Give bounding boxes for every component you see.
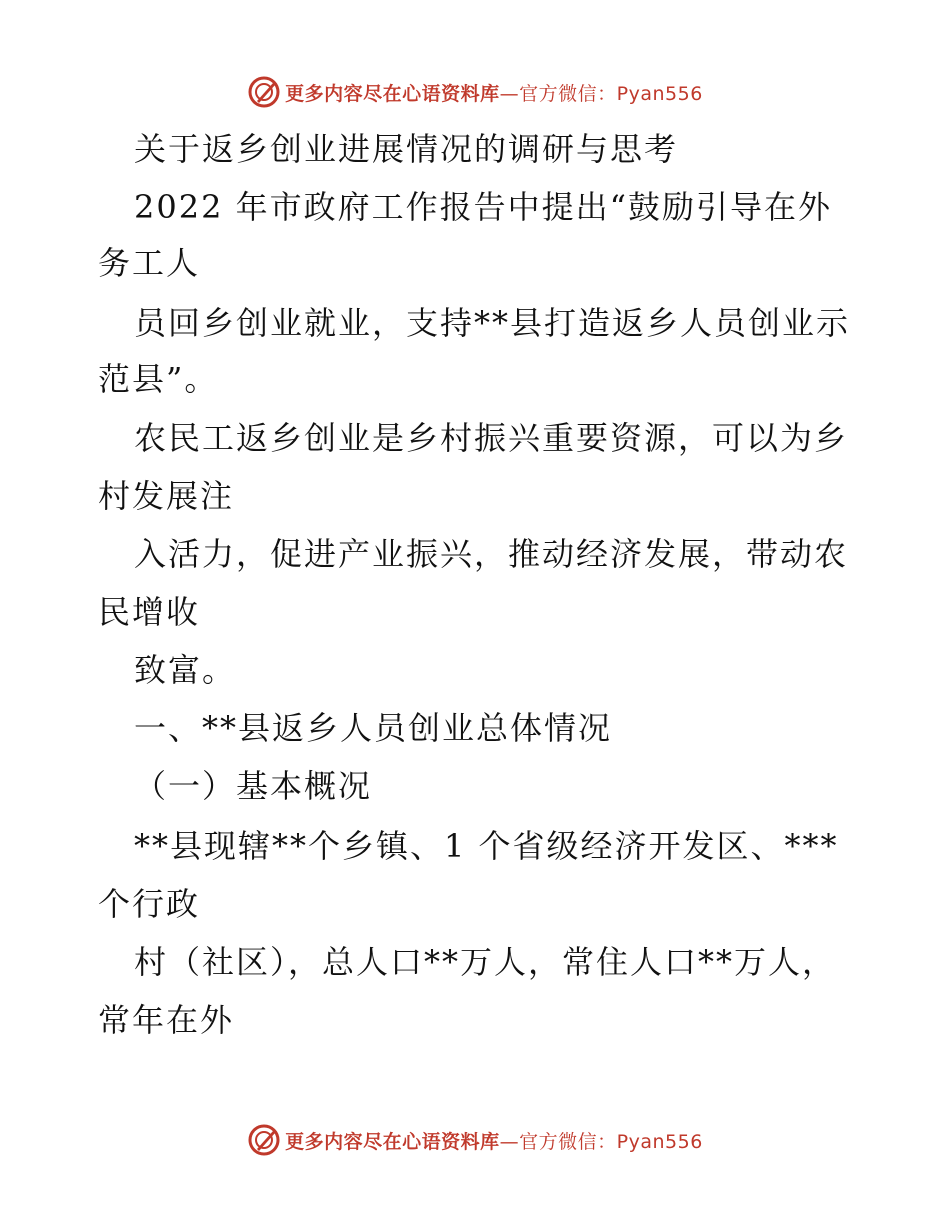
body-line: 村（社区），总人口**万人，常住人口**万人， — [134, 943, 837, 981]
footer-watermark-banner — [0, 1120, 950, 1160]
subsection-heading: （一）基本概况 — [134, 767, 373, 805]
body-line: 范县”。 — [98, 360, 219, 398]
body-line: 务工人 — [98, 244, 201, 282]
body-line: 入活力，促进产业振兴，推动经济发展，带动农 — [134, 535, 849, 573]
body-line: 2022 年市政府工作报告中提出“鼓励引导在外 — [134, 188, 832, 226]
body-line: **县现辖**个乡镇、1 个省级经济开发区、*** — [134, 827, 839, 865]
header-watermark-text: 更多内容尽在心语资料库—官方微信：Pyan556 — [285, 82, 703, 105]
body-line: 村发展注 — [98, 477, 235, 515]
section-heading: 一、**县返乡人员创业总体情况 — [134, 709, 613, 747]
header-watermark-banner — [0, 72, 950, 112]
body-line: 民增收 — [98, 593, 201, 631]
document-title: 关于返乡创业进展情况的调研与思考 — [134, 130, 679, 168]
pen-logo-icon — [247, 75, 281, 109]
body-line: 个行政 — [98, 885, 201, 923]
body-line: 致富。 — [134, 651, 237, 689]
pen-logo-icon — [247, 1123, 281, 1157]
body-line: 常年在外 — [98, 1001, 235, 1039]
body-line: 员回乡创业就业，支持**县打造返乡人员创业示 — [134, 304, 851, 342]
footer-watermark-text: 更多内容尽在心语资料库—官方微信：Pyan556 — [285, 1130, 703, 1153]
body-line: 农民工返乡创业是乡村振兴重要资源，可以为乡 — [134, 419, 849, 457]
